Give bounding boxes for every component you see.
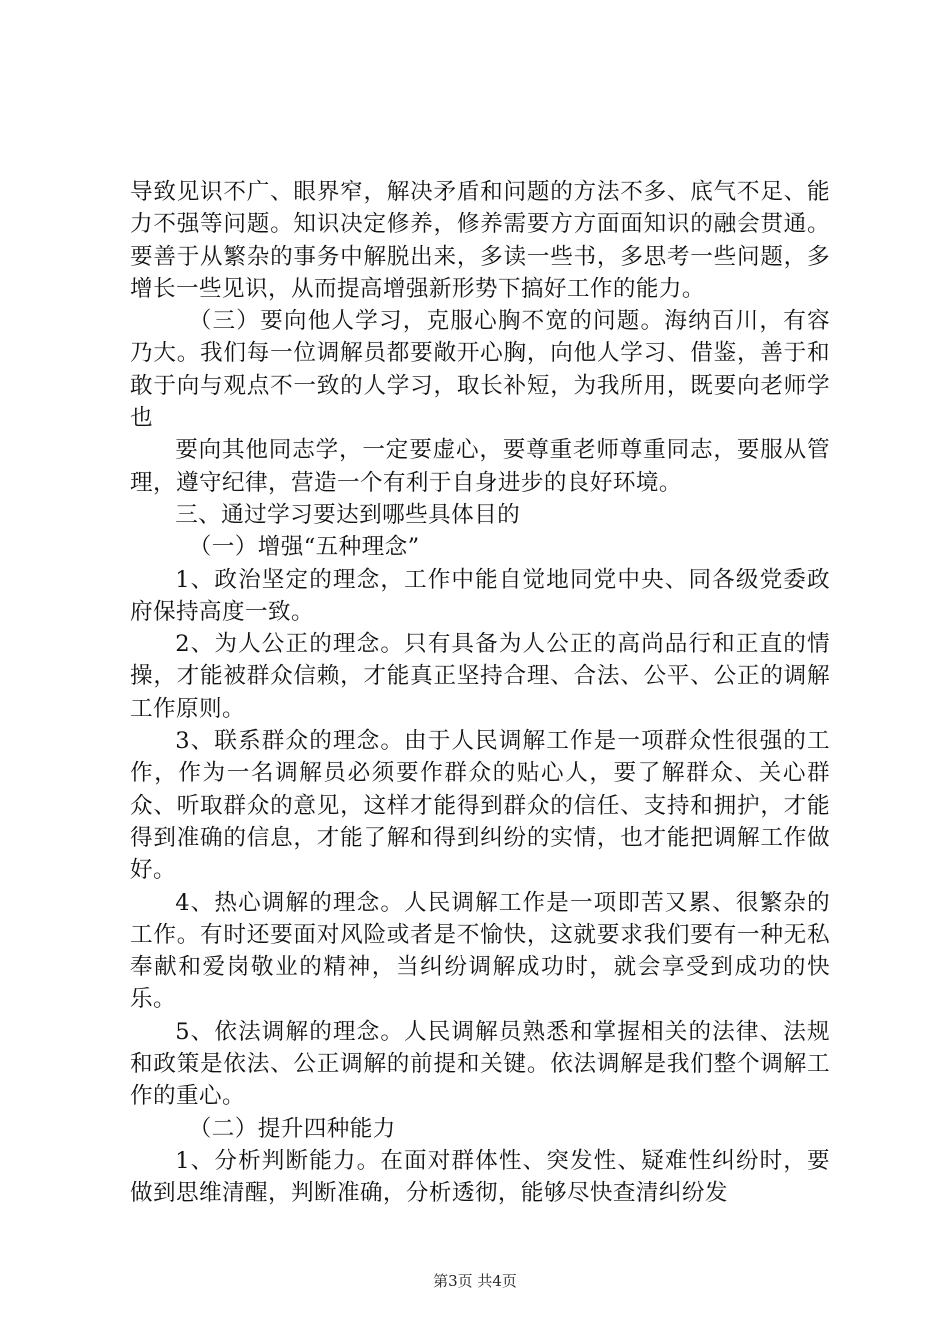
section-heading-goals: 三、通过学习要达到哪些具体目的 [175,501,521,528]
paragraph-concept-4: 4、热心调解的理念。人民调解工作是一项即苦又累、很繁杂的工作。有时还要面对风险或者是不愉快，这就要求我们要有一种无私奉献和爱岗敬业的精神，当纠纷调解成功时，就会享受到成功的快乐。 [130,889,830,1013]
paragraph-ability-1: 1、分析判断能力。在面对群体性、突发性、疑难性纠纷时，要做到思维清醒，判断准确，分析透彻，能够尽快查清纠纷发 [130,1147,830,1207]
paragraph-concept-1: 1、政治坚定的理念，工作中能自觉地同党中央、同各级党委政府保持高度一致。 [130,566,830,625]
subheading-four-abilities: （二）提升四种能力 [188,1115,396,1142]
document-body [130,176,830,1210]
paragraph-concept-3: 3、联系群众的理念。由于人民调解工作是一项群众性很强的工作，作为一名调解员必须要作群众的贴心人，要了解群众、关心群众、听取群众的意见，这样才能得到群众的信任、支持和拥护，才能得到准确的信息，才能了解和得到纠纷的实情，也才能把调解工作做好。 [130,728,830,884]
page-footer: 第3页 共4页 [433,1272,517,1290]
paragraph-concept-5: 5、依法调解的理念。人民调解员熟悉和掌握相关的法律、法规和政策是依法、公正调解的前提和关键。依法调解是我们整个调解工作的重心。 [130,1018,830,1110]
subheading-five-concepts: （一）增强“五种理念” [188,534,420,561]
paragraph-continuation: 导致见识不广、眼界窄，解决矛盾和问题的方法不多、底气不足、能力不强等问题。知识决定修养，修养需要方方面面知识的融会贯通。要善于从繁杂的事务中解脱出来，多读一些书，多思考一些问题，多增长一些见识，从而提高增强新形势下搞好工作的能力。 [130,179,830,302]
paragraph-learn-from-others: （三）要向他人学习，克服心胸不宽的问题。海纳百川，有容乃大。我们每一位调解员都要敞开心胸，向他人学习、借鉴，善于和敢于向与观点不一致的人学习，取长补短，为我所用，既要向老师学也 [130,308,830,432]
paragraph-learn-from-colleagues: 要向其他同志学，一定要虚心，要尊重老师尊重同志，要服从管理，遵守纪律，营造一个有利于自身进步的良好环境。 [130,437,830,496]
paragraph-concept-2: 2、为人公正的理念。只有具备为人公正的高尚品行和正直的情操，才能被群众信赖，才能真正坚持合理、合法、公平、公正的调解工作原则。 [130,631,830,722]
